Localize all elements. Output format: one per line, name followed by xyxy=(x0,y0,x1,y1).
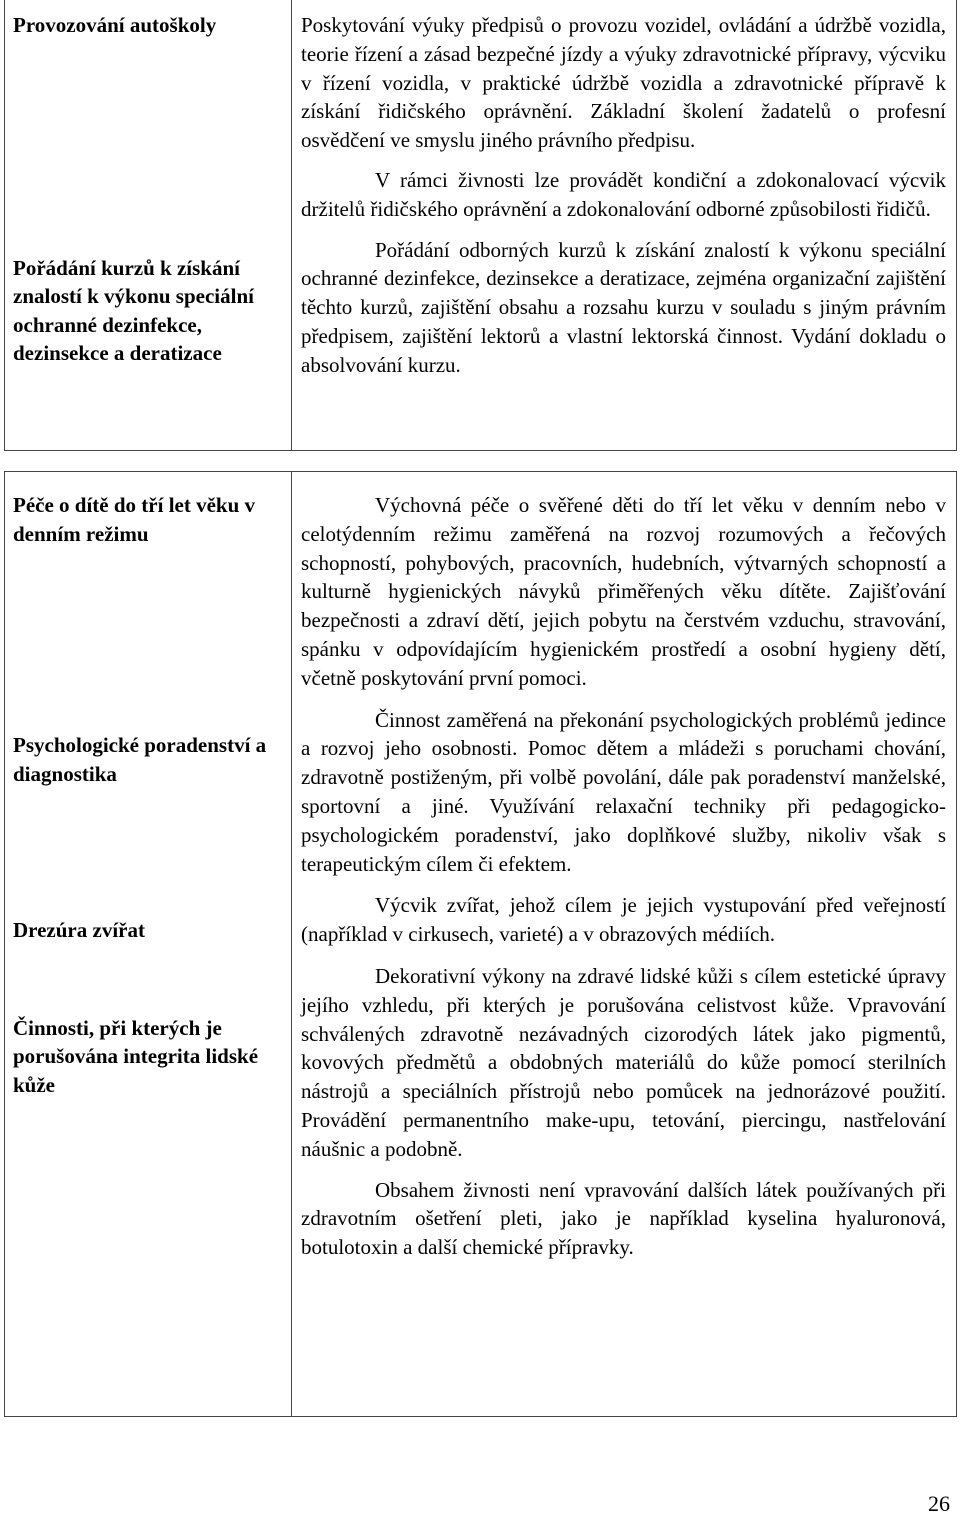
section-title: Činnosti, při kterých je porušována integrita lidské kůže xyxy=(13,1015,259,1097)
right-column xyxy=(292,472,957,1417)
trades-table xyxy=(4,471,957,1417)
section-description: Dekorativní výkony na zdravé lidské kůži s cílem estetické úpravy jejího vzhledu, při kterých je porušována celistvost kůže. Vpravování schválených zdravotně nezávadných cizorodých látek jako pigmentů, kovových předmětů a obdobných materiálů do kůže pomocí sterilních nástrojů a speciálních přístrojů nebo pomůcek na jednorázové použití. Provádění permanentního make-upu, tetování, piercingu, nastřelování náušnic a podobně. xyxy=(301,963,946,1161)
section-title: Provozování autoškoly xyxy=(13,13,217,37)
left-column xyxy=(5,472,292,1417)
right-column xyxy=(292,0,957,451)
section-description: Činnost zaměřená na překonání psychologických problémů jedince a rozvoj jeho osobnosti. Pomoc dětem a mládeži s poruchami chování, zdravotně postiženým, při volbě povolání, dále pak poradenství manželské, sportovní a jiné. Využívání relaxační techniky při pedagogicko-psychologickém poradenství, jako doplňkové služby, nikoliv však s terapeutickým cílem či efektem. xyxy=(301,707,946,876)
section-title: Psychologické poradenství a diagnostika xyxy=(13,733,267,786)
section-description: Obsahem živnosti není vpravování dalších látek používaných při zdravotním ošetření pleti, jako je například kyselina hyaluronová, botulotoxin a další chemické přípravky. xyxy=(301,1177,946,1260)
section-title: Drezúra zvířat xyxy=(13,918,145,942)
section-description: Pořádání odborných kurzů k získání znalostí k výkonu speciální ochranné dezinfekce, dezinsekce a deratizace, zejména organizační zajištění těchto kurzů, zajištění obsahu a rozsahu kurzu v souladu s jiným právním předpisem, zajištění lektorů a vlastní lektorská činnost. Vydání dokladu o absolvování kurzu. xyxy=(301,237,946,377)
section-description: Výcvik zvířat, jehož cílem je jejich vystupování před veřejností (například v cirkusech, varieté) a v obrazových médiích. xyxy=(301,893,946,947)
section-title: Pořádání kurzů k získání znalostí k výkonu speciální ochranné dezinfekce, dezinsekce a deratizace xyxy=(13,255,254,365)
section-description: V rámci živnosti lze provádět kondiční a zdokonalovací výcvik držitelů řidičského oprávnění a zdokonalování odborné způsobilosti řidičů. xyxy=(301,167,946,221)
section-title: Péče o dítě do tří let věku v denním režimu xyxy=(13,493,256,546)
page-number: 26 xyxy=(928,1491,950,1516)
trades-table-continued xyxy=(4,0,957,451)
section-description: Výchovná péče o svěřené děti do tří let věku v denním nebo v celotýdenním režimu zaměřená na rozvoj rozumových a řečových schopností, pohybových, pracovních, hudebních, výtvarných schopností a kulturně hygienických návyků přiměřených věku dítěte. Zajišťování bezpečnosti a zdraví dětí, jejich pobytu na čerstvém vzduchu, stravování, spánku v odpovídajícím hygienickém prostředí a osobní hygieny dětí, včetně poskytování první pomoci. xyxy=(301,493,946,690)
left-column xyxy=(5,0,292,451)
section-description: Poskytování výuky předpisů o provozu vozidel, ovládání a údržbě vozidla, teorie řízení a zásad bezpečné jízdy a výuky zdravotnické přípravy, výcviku v řízení vozidla, v praktické údržbě vozidla a zdravotnické přípravě k získání řidičského oprávnění. Základní školení žadatelů o profesní osvědčení ve smyslu jiného právního předpisu. xyxy=(301,13,946,153)
